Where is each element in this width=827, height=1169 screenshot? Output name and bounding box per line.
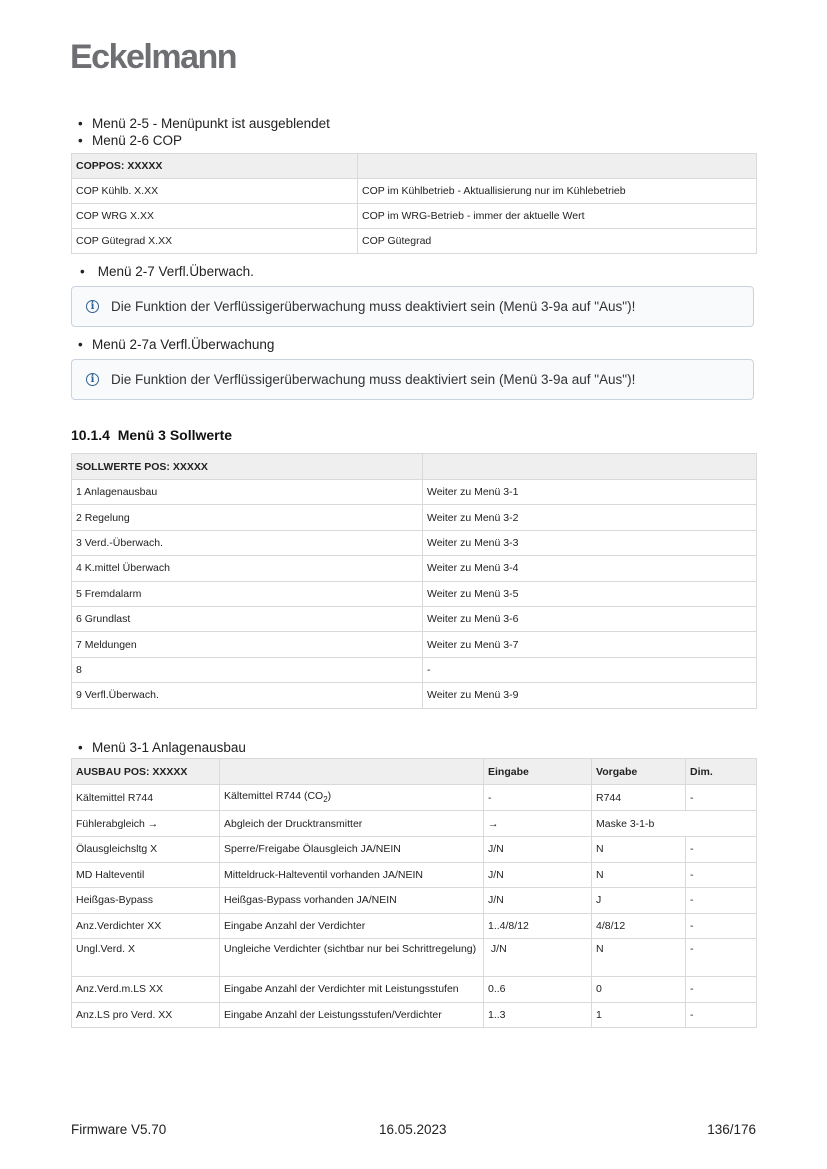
table-cell: 3 Verd.-Überwach. <box>72 530 423 555</box>
table-row <box>72 204 757 229</box>
table-cell: 7 Meldungen <box>72 632 423 657</box>
table-cell: MD Halteventil <box>72 862 220 888</box>
table-row <box>72 632 757 657</box>
table-cell: Mitteldruck-Halteventil vorhanden JA/NEIN <box>220 862 484 888</box>
table-cell: Weiter zu Menü 3-1 <box>423 480 757 505</box>
table-cell: Kältemittel R744 <box>72 785 220 811</box>
table-cell: - <box>686 837 757 863</box>
sollwerte-table <box>71 453 757 709</box>
table-row <box>72 683 757 708</box>
table-cell: 4 K.mittel Überwach <box>72 556 423 581</box>
table-cell: Fühlerabgleich → <box>72 811 220 837</box>
table-row <box>72 913 757 939</box>
table-row <box>72 229 757 254</box>
table-cell: Weiter zu Menü 3-7 <box>423 632 757 657</box>
table-row <box>72 888 757 914</box>
table-header-cell: AUSBAU POS: XXXXX <box>72 759 220 785</box>
table-cell: N <box>592 837 686 863</box>
list-item-text: Menü 3-1 Anlagenausbau <box>92 740 246 755</box>
table-cell: Eingabe Anzahl der Leistungsstufen/Verdichter <box>220 1002 484 1028</box>
table-header-cell: Dim. <box>686 759 757 785</box>
table-cell: 1 Anlagenausbau <box>72 480 423 505</box>
company-logo: Eckelmann <box>70 38 237 76</box>
table-cell: 1 <box>592 1002 686 1028</box>
table-cell: COP Gütegrad X.XX <box>72 229 358 254</box>
table-cell: Ungleiche Verdichter (sichtbar nur bei Schrittregelung) <box>220 939 484 977</box>
table-cell: Weiter zu Menü 3-3 <box>423 530 757 555</box>
table-header-cell <box>220 759 484 785</box>
table-row <box>72 505 757 530</box>
info-note <box>71 286 754 327</box>
info-note <box>71 359 754 400</box>
table-header-cell: Eingabe <box>484 759 592 785</box>
table-cell: Ölausgleichsltg X <box>72 837 220 863</box>
table-header-cell: SOLLWERTE POS: XXXXX <box>72 454 423 480</box>
table-cell: J/N <box>484 939 592 977</box>
table-row <box>72 811 757 837</box>
table-cell: - <box>686 977 757 1003</box>
table-cell: 9 Verfl.Überwach. <box>72 683 423 708</box>
table-cell: 0 <box>592 977 686 1003</box>
list-item: • Menü 2-7a Verfl.Überwachung <box>78 337 275 352</box>
footer-page-number: 136/176 <box>707 1122 756 1137</box>
table-header-row <box>72 759 757 785</box>
table-cell: Abgleich der Drucktransmitter <box>220 811 484 837</box>
table-cell: - <box>686 913 757 939</box>
table-row <box>72 530 757 555</box>
table-cell: Weiter zu Menü 3-9 <box>423 683 757 708</box>
table-cell: Weiter zu Menü 3-4 <box>423 556 757 581</box>
table-cell: - <box>686 785 757 811</box>
table-cell: 5 Fremdalarm <box>72 581 423 606</box>
table-cell: COP Gütegrad <box>358 229 757 254</box>
table-header-cell: COPPOS: XXXXX <box>72 154 358 179</box>
list-item: • Menü 2-7 Verfl.Überwach. <box>80 264 254 279</box>
table-row <box>72 939 757 977</box>
list-item: • Menü 2-6 COP <box>78 133 183 148</box>
table-cell: - <box>686 862 757 888</box>
cop-table <box>71 153 757 254</box>
table-cell: - <box>484 785 592 811</box>
list-item-text: Menü 2-6 COP <box>92 133 183 148</box>
list-item: • Menü 3-1 Anlagenausbau <box>78 740 246 755</box>
info-icon: i <box>86 373 99 386</box>
info-icon: i <box>86 300 99 313</box>
table-cell: COP Kühlb. X.XX <box>72 179 358 204</box>
info-note-text: Die Funktion der Verflüssigerüberwachung muss deaktiviert sein (Menü 3-9a auf "Aus")! <box>111 372 636 387</box>
table-cell: 0..6 <box>484 977 592 1003</box>
table-cell: 2 Regelung <box>72 505 423 530</box>
table-cell <box>220 785 484 811</box>
table-cell: Maske 3-1-b <box>592 811 757 837</box>
list-item-text: Menü 2-7a Verfl.Überwachung <box>92 337 275 352</box>
table-cell: Eingabe Anzahl der Verdichter mit Leistungsstufen <box>220 977 484 1003</box>
table-row <box>72 179 757 204</box>
table-cell: - <box>686 888 757 914</box>
list-item: • Menü 2-5 - Menüpunkt ist ausgeblendet <box>78 116 330 131</box>
table-cell-text: ) <box>327 790 332 803</box>
table-row <box>72 606 757 631</box>
table-cell: COP im Kühlbetrieb - Aktuallisierung nur im Kühlebetrieb <box>358 179 757 204</box>
table-row <box>72 581 757 606</box>
footer-firmware: Firmware V5.70 <box>71 1122 167 1137</box>
table-cell: Anz.LS pro Verd. XX <box>72 1002 220 1028</box>
table-cell: → <box>484 811 592 837</box>
table-row <box>72 862 757 888</box>
table-cell: J <box>592 888 686 914</box>
table-cell: COP im WRG-Betrieb - immer der aktuelle Wert <box>358 204 757 229</box>
table-row <box>72 837 757 863</box>
table-cell: - <box>686 939 757 977</box>
table-cell: R744 <box>592 785 686 811</box>
table-cell: J/N <box>484 837 592 863</box>
table-cell: Sperre/Freigabe Ölausgleich JA/NEIN <box>220 837 484 863</box>
table-cell: Weiter zu Menü 3-6 <box>423 606 757 631</box>
table-cell: J/N <box>484 862 592 888</box>
table-cell: - <box>686 1002 757 1028</box>
table-cell-text: Kältemittel R744 (CO <box>224 790 324 803</box>
table-header-cell <box>358 154 757 179</box>
info-note-text: Die Funktion der Verflüssigerüberwachung muss deaktiviert sein (Menü 3-9a auf "Aus")! <box>111 299 636 314</box>
table-cell: Anz.Verdichter XX <box>72 913 220 939</box>
table-cell: Weiter zu Menü 3-2 <box>423 505 757 530</box>
list-item-text: Menü 2-7 Verfl.Überwach. <box>97 264 254 279</box>
table-cell: Eingabe Anzahl der Verdichter <box>220 913 484 939</box>
table-cell: 6 Grundlast <box>72 606 423 631</box>
table-header-row <box>72 154 757 179</box>
table-header-cell <box>423 454 757 480</box>
table-cell: Ungl.Verd. X <box>72 939 220 977</box>
table-header-row <box>72 454 757 480</box>
table-cell: Anz.Verd.m.LS XX <box>72 977 220 1003</box>
table-header-cell: Vorgabe <box>592 759 686 785</box>
section-title: 10.1.4 Menü 3 Sollwerte <box>71 427 233 443</box>
table-row <box>72 1002 757 1028</box>
table-cell: - <box>423 657 757 682</box>
table-cell: N <box>592 939 686 977</box>
list-item-text: Menü 2-5 - Menüpunkt ist ausgeblendet <box>92 116 330 131</box>
table-row <box>72 785 757 811</box>
table-cell: Heißgas-Bypass vorhanden JA/NEIN <box>220 888 484 914</box>
table-cell: Weiter zu Menü 3-5 <box>423 581 757 606</box>
ausbau-table <box>71 758 757 1028</box>
table-cell: 1..4/8/12 <box>484 913 592 939</box>
table-cell: 8 <box>72 657 423 682</box>
table-row <box>72 977 757 1003</box>
table-cell: N <box>592 862 686 888</box>
table-cell: Heißgas-Bypass <box>72 888 220 914</box>
table-row <box>72 657 757 682</box>
table-cell: 4/8/12 <box>592 913 686 939</box>
footer-date: 16.05.2023 <box>379 1122 447 1137</box>
subscript: 2 <box>323 795 328 805</box>
table-row <box>72 480 757 505</box>
table-cell: COP WRG X.XX <box>72 204 358 229</box>
table-cell: 1..3 <box>484 1002 592 1028</box>
table-cell: J/N <box>484 888 592 914</box>
table-row <box>72 556 757 581</box>
